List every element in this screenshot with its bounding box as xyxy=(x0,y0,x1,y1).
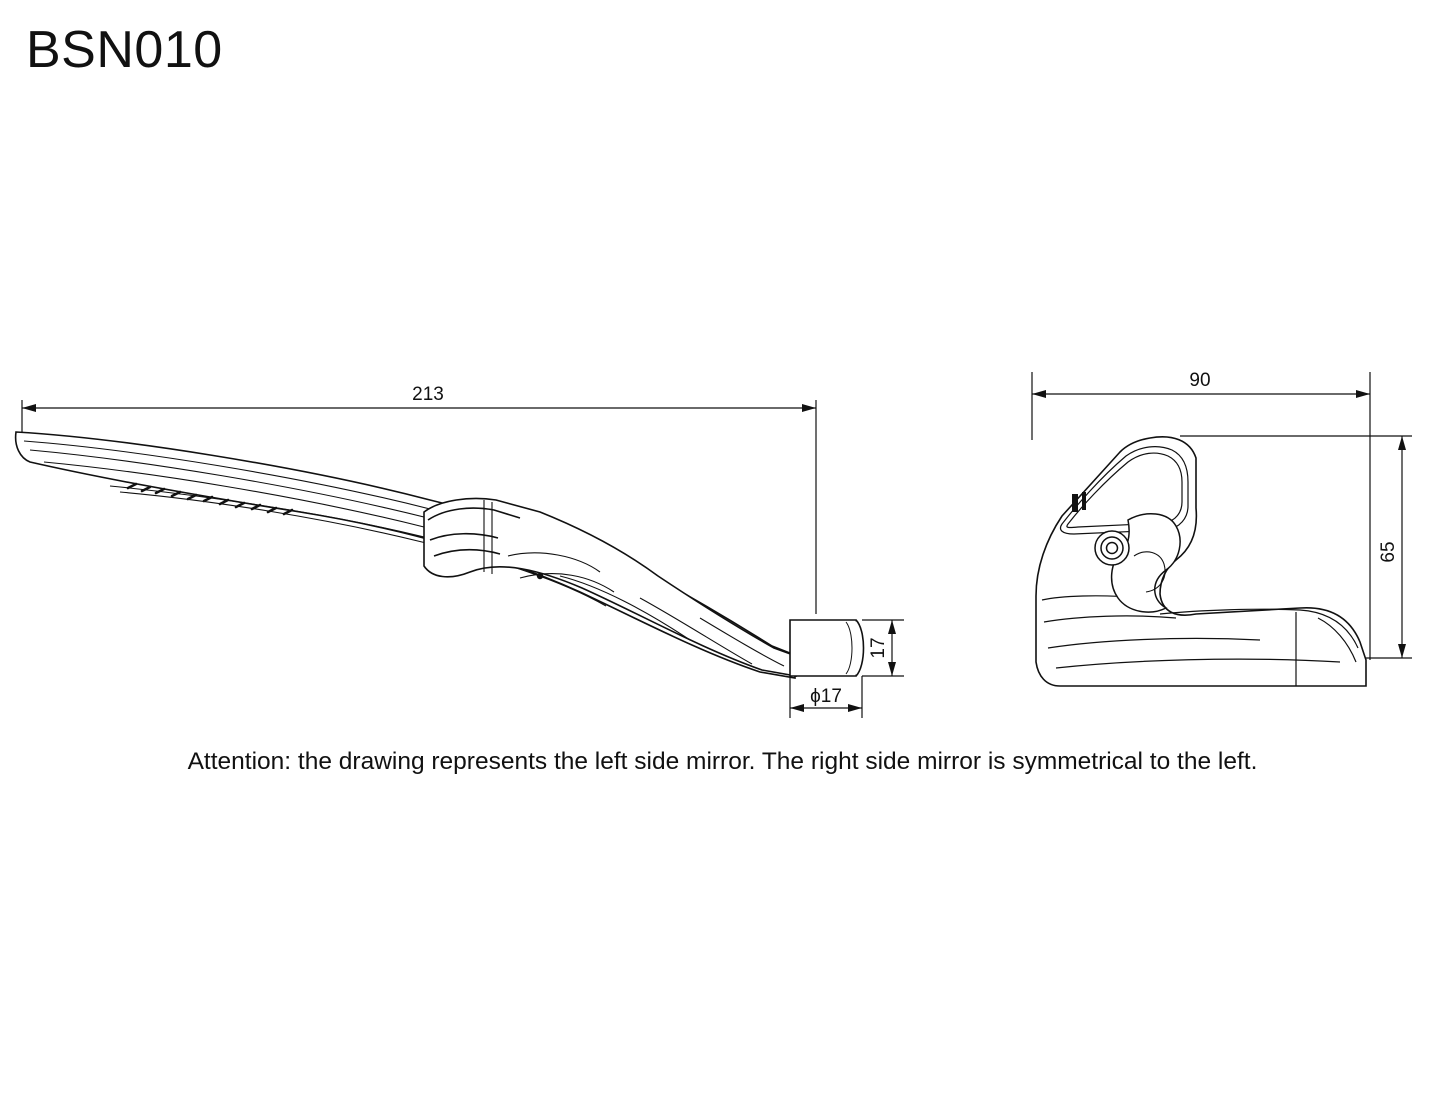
page-title: BSN010 xyxy=(26,21,223,79)
attention-note: Attention: the drawing represents the left side mirror. The right side mirror is symmetrical to the left. xyxy=(187,748,1258,775)
dimension-diameter-17-label: ϕ17 xyxy=(810,686,842,707)
front-view-group xyxy=(1032,370,1412,686)
mirror-side-outline xyxy=(16,432,795,678)
side-view-group xyxy=(16,384,904,718)
mirror-side-joint-housing xyxy=(424,499,796,677)
dimension-213-label: 213 xyxy=(412,384,444,405)
mirror-side-base-cylinder xyxy=(790,620,864,676)
dimension-17-label: 17 xyxy=(868,637,889,659)
dimension-65-label: 65 xyxy=(1378,541,1399,563)
dimension-90-label: 90 xyxy=(1189,370,1211,391)
mirror-front-outline xyxy=(1036,437,1366,686)
